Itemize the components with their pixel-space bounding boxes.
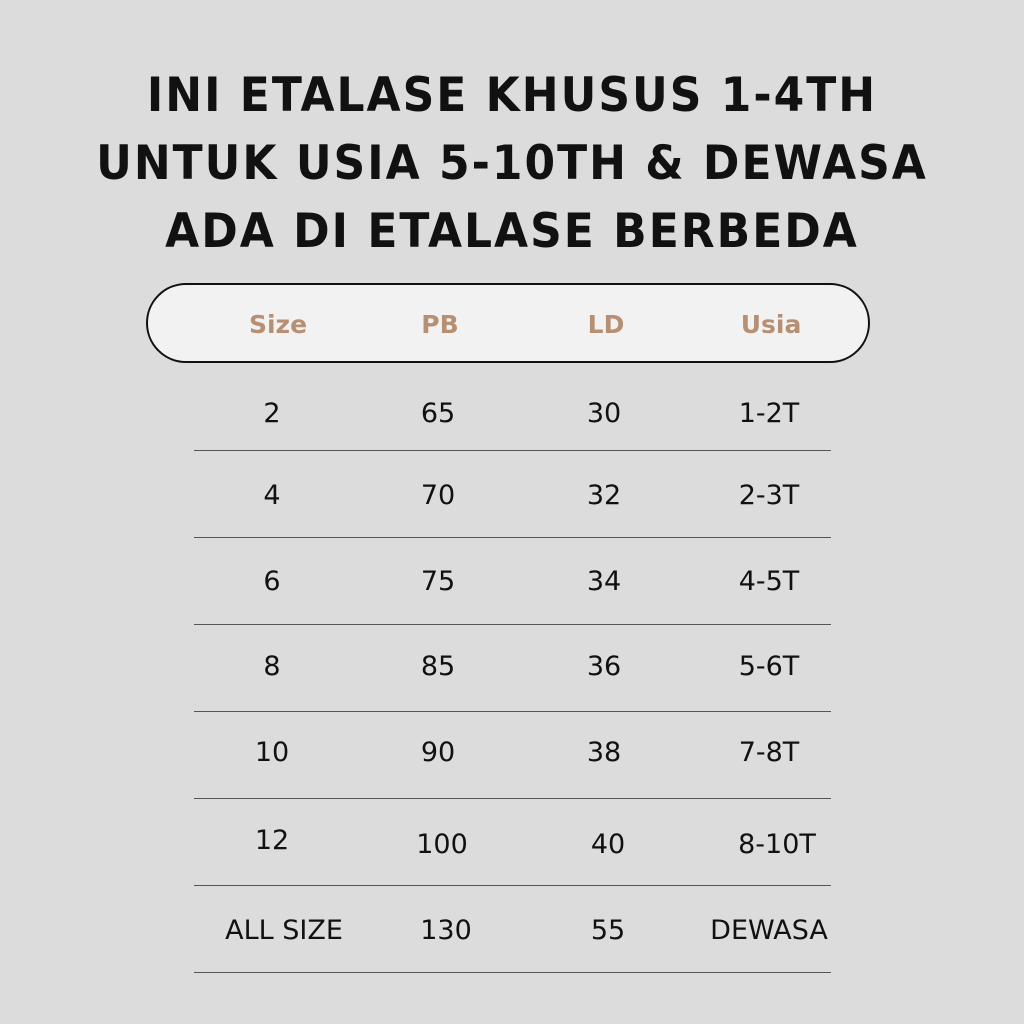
cell-ld: 36 [586, 651, 622, 682]
header-pb: PB [421, 310, 459, 339]
table-header [146, 283, 870, 363]
table-row [0, 466, 1024, 554]
cell-ld: 40 [590, 829, 626, 860]
cell-usia: 1-2T [738, 398, 800, 429]
row-divider [194, 885, 831, 886]
cell-size: ALL SIZE [225, 915, 343, 946]
cell-pb: 75 [420, 566, 456, 597]
title-line-2: UNTUK USIA 5-10TH & DEWASA [96, 135, 928, 191]
cell-usia: 7-8T [738, 737, 800, 768]
cell-pb: 85 [420, 651, 456, 682]
cell-usia: 8-10T [738, 829, 816, 860]
row-divider [194, 798, 831, 799]
row-divider [194, 972, 831, 973]
cell-size: 12 [254, 825, 290, 856]
cell-usia: DEWASA [710, 915, 828, 946]
cell-pb: 90 [420, 737, 456, 768]
title-line-1: INI ETALASE KHUSUS 1-4TH [146, 67, 878, 123]
cell-usia: 2-3T [738, 480, 800, 511]
cell-pb: 65 [420, 398, 456, 429]
row-divider [194, 624, 831, 625]
cell-usia: 5-6T [738, 651, 800, 682]
cell-ld: 30 [586, 398, 622, 429]
table-row [0, 384, 1024, 472]
cell-size: 8 [263, 651, 281, 682]
row-divider [194, 711, 831, 712]
row-divider [194, 450, 831, 451]
header-size: Size [248, 310, 308, 339]
table-row [0, 901, 1024, 989]
header-ld: LD [587, 310, 625, 339]
cell-size: 2 [263, 398, 281, 429]
cell-pb: 100 [416, 829, 468, 860]
cell-size: 4 [263, 480, 281, 511]
cell-pb: 70 [420, 480, 456, 511]
cell-ld: 55 [590, 915, 626, 946]
header-usia: Usia [740, 310, 802, 339]
cell-ld: 34 [586, 566, 622, 597]
cell-ld: 32 [586, 480, 622, 511]
cell-ld: 38 [586, 737, 622, 768]
title-line-3: ADA DI ETALASE BERBEDA [165, 203, 859, 259]
title [0, 62, 1024, 266]
cell-size: 10 [254, 737, 290, 768]
cell-usia: 4-5T [738, 566, 800, 597]
table-row [0, 552, 1024, 640]
row-divider [194, 537, 831, 538]
cell-size: 6 [263, 566, 281, 597]
cell-pb: 130 [420, 915, 472, 946]
